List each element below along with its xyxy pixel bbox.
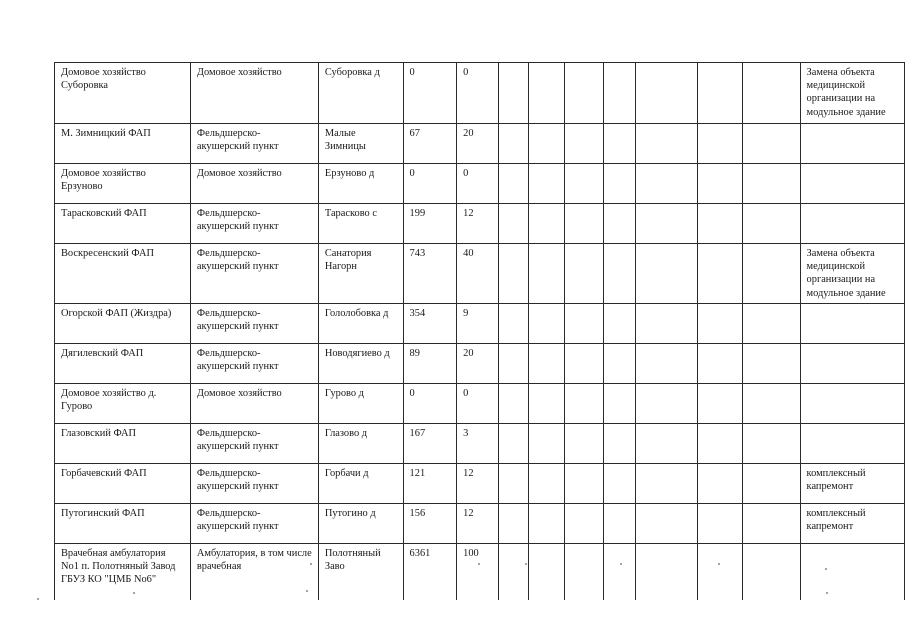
empty-cell — [565, 424, 604, 464]
distance-cell: 100 — [457, 544, 499, 600]
table-row — [55, 464, 905, 504]
empty-cell — [528, 544, 565, 600]
facility-name-cell: Дягилевский ФАП — [55, 344, 191, 384]
empty-cell — [604, 344, 636, 384]
scan-speck — [478, 563, 480, 565]
facility-type-cell: Домовое хозяйство — [190, 384, 318, 424]
empty-cell — [636, 124, 698, 164]
locality-cell: Новодягиево д — [318, 344, 403, 384]
empty-cell — [565, 204, 604, 244]
locality-cell: Полотняный Заво — [318, 544, 403, 600]
empty-cell — [604, 124, 636, 164]
scan-speck — [133, 592, 135, 594]
empty-cell — [743, 344, 800, 384]
empty-cell — [698, 504, 743, 544]
note-cell: Замена объекта медицинской организации на модульное здание — [800, 244, 904, 304]
empty-cell — [636, 504, 698, 544]
empty-cell — [498, 384, 528, 424]
empty-cell — [604, 204, 636, 244]
note-cell — [800, 204, 904, 244]
empty-cell — [604, 244, 636, 304]
facility-type-cell: Фельдшерско-акушерский пункт — [190, 304, 318, 344]
facility-name-cell: Глазовский ФАП — [55, 424, 191, 464]
empty-cell — [636, 464, 698, 504]
empty-cell — [698, 344, 743, 384]
population-cell: 743 — [403, 244, 457, 304]
empty-cell — [636, 204, 698, 244]
empty-cell — [565, 384, 604, 424]
population-cell: 354 — [403, 304, 457, 344]
distance-cell: 12 — [457, 504, 499, 544]
note-cell: комплексный капремонт — [800, 504, 904, 544]
empty-cell — [528, 244, 565, 304]
table-row — [55, 244, 905, 304]
empty-cell — [565, 164, 604, 204]
empty-cell — [528, 204, 565, 244]
distance-cell: 20 — [457, 344, 499, 384]
empty-cell — [604, 384, 636, 424]
population-cell: 89 — [403, 344, 457, 384]
empty-cell — [498, 344, 528, 384]
empty-cell — [636, 304, 698, 344]
empty-cell — [565, 244, 604, 304]
facility-name-cell: Тарасковский ФАП — [55, 204, 191, 244]
facility-name-cell: Домовое хозяйство д. Гурово — [55, 384, 191, 424]
empty-cell — [698, 424, 743, 464]
facility-name-cell: Горбачевский ФАП — [55, 464, 191, 504]
scan-speck — [525, 563, 527, 565]
empty-cell — [698, 464, 743, 504]
empty-cell — [565, 124, 604, 164]
facility-type-cell: Фельдшерско-акушерский пункт — [190, 424, 318, 464]
empty-cell — [743, 63, 800, 124]
scan-speck — [310, 563, 312, 565]
locality-cell: Суборовка д — [318, 63, 403, 124]
locality-cell: Малые Зимницы — [318, 124, 403, 164]
facility-name-cell: Домовое хозяйство Суборовка — [55, 63, 191, 124]
empty-cell — [743, 304, 800, 344]
locality-cell: Путогино д — [318, 504, 403, 544]
note-cell — [800, 344, 904, 384]
distance-cell: 20 — [457, 124, 499, 164]
note-cell — [800, 384, 904, 424]
scan-speck — [718, 563, 720, 565]
distance-cell: 9 — [457, 304, 499, 344]
empty-cell — [565, 504, 604, 544]
empty-cell — [528, 63, 565, 124]
facility-type-cell: Фельдшерско-акушерский пункт — [190, 344, 318, 384]
empty-cell — [698, 304, 743, 344]
empty-cell — [565, 464, 604, 504]
scan-speck — [37, 598, 39, 600]
locality-cell: Тарасково с — [318, 204, 403, 244]
facility-name-cell: М. Зимницкий ФАП — [55, 124, 191, 164]
population-cell: 121 — [403, 464, 457, 504]
distance-cell: 12 — [457, 204, 499, 244]
scan-speck — [825, 568, 827, 570]
empty-cell — [604, 464, 636, 504]
empty-cell — [498, 424, 528, 464]
empty-cell — [743, 544, 800, 600]
empty-cell — [528, 424, 565, 464]
locality-cell: Ерзуново д — [318, 164, 403, 204]
table-row — [55, 424, 905, 464]
facility-type-cell: Фельдшерско-акушерский пункт — [190, 464, 318, 504]
empty-cell — [498, 244, 528, 304]
facility-type-cell: Фельдшерско-акушерский пункт — [190, 204, 318, 244]
empty-cell — [604, 63, 636, 124]
empty-cell — [636, 344, 698, 384]
table-row — [55, 504, 905, 544]
population-cell: 0 — [403, 384, 457, 424]
empty-cell — [698, 384, 743, 424]
empty-cell — [698, 204, 743, 244]
empty-cell — [604, 424, 636, 464]
note-cell: комплексный капремонт — [800, 464, 904, 504]
facility-type-cell: Фельдшерско-акушерский пункт — [190, 504, 318, 544]
population-cell: 6361 — [403, 544, 457, 600]
empty-cell — [636, 63, 698, 124]
empty-cell — [498, 124, 528, 164]
facility-name-cell: Воскресенский ФАП — [55, 244, 191, 304]
table-row — [55, 164, 905, 204]
table-row — [55, 204, 905, 244]
table-row — [55, 124, 905, 164]
locality-cell: Горбачи д — [318, 464, 403, 504]
population-cell: 67 — [403, 124, 457, 164]
empty-cell — [528, 124, 565, 164]
empty-cell — [498, 204, 528, 244]
empty-cell — [498, 63, 528, 124]
facilities-table — [54, 62, 905, 600]
empty-cell — [636, 544, 698, 600]
population-cell: 156 — [403, 504, 457, 544]
empty-cell — [636, 384, 698, 424]
empty-cell — [528, 304, 565, 344]
empty-cell — [565, 63, 604, 124]
empty-cell — [743, 124, 800, 164]
locality-cell: Глазово д — [318, 424, 403, 464]
empty-cell — [698, 124, 743, 164]
table-row — [55, 63, 905, 124]
facility-name-cell: Домовое хозяйство Ерзуново — [55, 164, 191, 204]
empty-cell — [565, 344, 604, 384]
empty-cell — [743, 204, 800, 244]
empty-cell — [498, 504, 528, 544]
note-cell: Замена объекта медицинской организации на модульное здание — [800, 63, 904, 124]
population-cell: 199 — [403, 204, 457, 244]
facility-name-cell: Путогинский ФАП — [55, 504, 191, 544]
empty-cell — [528, 344, 565, 384]
note-cell — [800, 304, 904, 344]
population-cell: 0 — [403, 164, 457, 204]
distance-cell: 40 — [457, 244, 499, 304]
facility-type-cell: Фельдшерско-акушерский пункт — [190, 124, 318, 164]
table-row — [55, 344, 905, 384]
empty-cell — [743, 504, 800, 544]
facility-type-cell: Амбулатория, в том числе врачебная — [190, 544, 318, 600]
empty-cell — [698, 164, 743, 204]
empty-cell — [565, 304, 604, 344]
distance-cell: 0 — [457, 384, 499, 424]
empty-cell — [743, 424, 800, 464]
scan-speck — [620, 563, 622, 565]
locality-cell: Санатория Нагорн — [318, 244, 403, 304]
empty-cell — [698, 544, 743, 600]
scan-speck — [306, 590, 308, 592]
table-row — [55, 384, 905, 424]
facility-name-cell: Врачебная амбулатория No1 п. Полотняный Завод ГБУЗ КО "ЦМБ No6" — [55, 544, 191, 600]
empty-cell — [498, 544, 528, 600]
empty-cell — [528, 384, 565, 424]
empty-cell — [636, 164, 698, 204]
empty-cell — [743, 464, 800, 504]
empty-cell — [604, 164, 636, 204]
empty-cell — [528, 464, 565, 504]
empty-cell — [636, 244, 698, 304]
facility-type-cell: Фельдшерско-акушерский пункт — [190, 244, 318, 304]
empty-cell — [698, 63, 743, 124]
empty-cell — [528, 504, 565, 544]
scan-speck — [826, 592, 828, 594]
locality-cell: Гурово д — [318, 384, 403, 424]
distance-cell: 0 — [457, 63, 499, 124]
note-cell — [800, 424, 904, 464]
population-cell: 0 — [403, 63, 457, 124]
note-cell — [800, 124, 904, 164]
note-cell — [800, 544, 904, 600]
table-row — [55, 544, 905, 600]
facility-type-cell: Домовое хозяйство — [190, 164, 318, 204]
population-cell: 167 — [403, 424, 457, 464]
empty-cell — [604, 504, 636, 544]
table-row — [55, 304, 905, 344]
empty-cell — [498, 304, 528, 344]
locality-cell: Гололобовка д — [318, 304, 403, 344]
empty-cell — [743, 164, 800, 204]
empty-cell — [498, 464, 528, 504]
empty-cell — [604, 304, 636, 344]
note-cell — [800, 164, 904, 204]
distance-cell: 12 — [457, 464, 499, 504]
empty-cell — [528, 164, 565, 204]
empty-cell — [604, 544, 636, 600]
empty-cell — [743, 244, 800, 304]
empty-cell — [565, 544, 604, 600]
empty-cell — [743, 384, 800, 424]
empty-cell — [636, 424, 698, 464]
facility-name-cell: Огорской ФАП (Жиздра) — [55, 304, 191, 344]
empty-cell — [498, 164, 528, 204]
distance-cell: 0 — [457, 164, 499, 204]
facility-type-cell: Домовое хозяйство — [190, 63, 318, 124]
empty-cell — [698, 244, 743, 304]
distance-cell: 3 — [457, 424, 499, 464]
